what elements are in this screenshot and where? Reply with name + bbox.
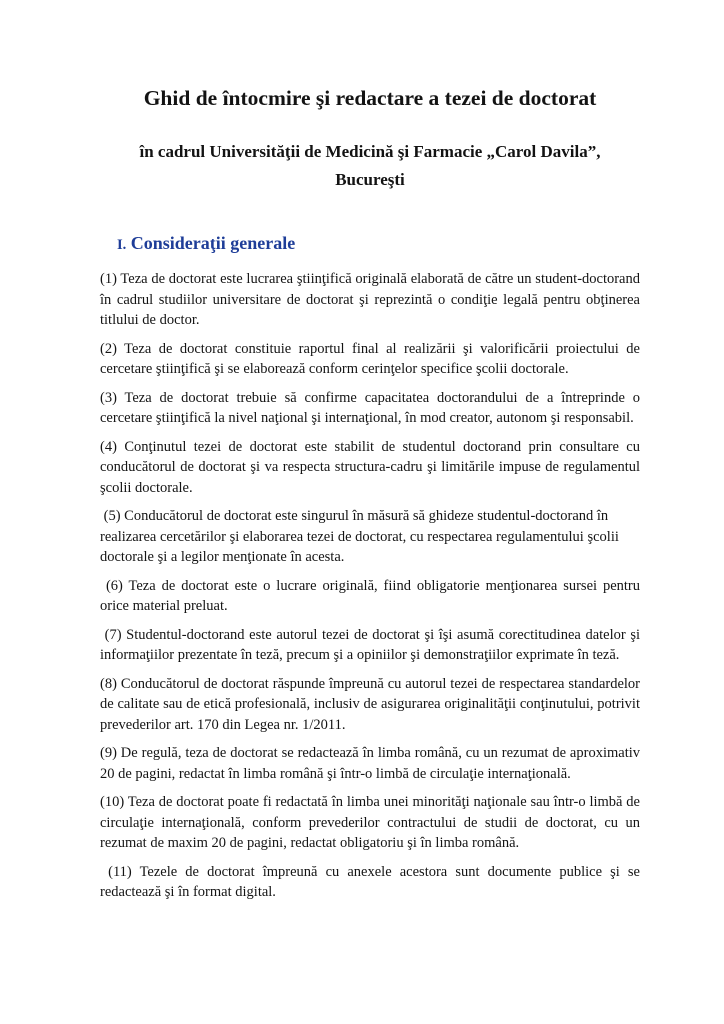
paragraph-6: (6) Teza de doctorat este o lucrare originală, fiind obligatorie menţionarea sursei pentru orice material preluat.	[100, 577, 644, 614]
paragraph-5: (5) Conducătorul de doctorat este singurul în măsură să ghideze studentul-doctorand în realizarea cercetărilor şi elaborarea tezei de doctorat, cu respectarea regulamentului şcolii doctorale şi a legilor menţionate în acesta.	[100, 508, 623, 565]
paragraph-3: (3) Teza de doctorat trebuie să confirme capacitatea doctorandului de a întreprinde o cercetare ştiinţifică la nivel naţional şi internaţional, în mod creator, autonom şi responsabil.	[100, 389, 644, 426]
subtitle-line-2: Bucureşti	[335, 170, 405, 189]
section-heading	[117, 232, 640, 256]
section-body	[100, 269, 644, 903]
paragraph-4: (4) Conţinutul tezei de doctorat este stabilit de studentul doctorand prin consultare cu conducătorul de doctorat şi va respecta structura-cadru şi limitările impuse de regulamentul şcolii doctorale.	[100, 438, 644, 496]
paragraph-11: (11) Tezele de doctorat împreună cu anexele acestora sunt documente publice şi se redactează şi în format digital.	[100, 863, 644, 900]
subtitle-line-1: în cadrul Universităţii de Medicină şi Farmacie „Carol Davila”,	[139, 142, 601, 161]
document-title: Ghid de întocmire şi redactare a tezei de doctorat	[143, 86, 597, 110]
paragraph-9: (9) De regulă, teza de doctorat se redactează în limba română, cu un rezumat de aproximativ 20 de pagini, redactat în limba română şi într-o limbă de circulaţie internaţională.	[100, 745, 644, 782]
paragraph-8: (8) Conducătorul de doctorat răspunde împreună cu autorul tezei de respectarea standardelor de calitate sau de etică profesională, inclusiv de asigurarea originalităţii conţinutului, potrivit prevederilor art. 170 din Legea nr. 1/2011.	[100, 675, 644, 733]
document-subtitle	[100, 138, 640, 194]
section-numeral: I.	[117, 237, 127, 253]
paragraph-7: (7) Studentul-doctorand este autorul tezei de doctorat şi îşi asumă corectitudinea datelor şi informaţiilor prezentate în teză, precum şi a opiniilor şi demonstraţiilor exprimate în teză.	[100, 626, 644, 663]
section-heading-text: Consideraţii generale	[130, 233, 296, 253]
paragraph-1: (1) Teza de doctorat este lucrarea ştiinţifică originală elaborată de către un student-doctorand în cadrul studiilor universitare de doctorat şi reprezintă o condiţie legală pentru obţinerea titlului de doctor.	[100, 271, 644, 328]
paragraph-10: (10) Teza de doctorat poate fi redactată în limba unei minorităţi naţionale sau într-o limbă de circulaţie internaţională, conform prevederilor contractului de studii de doctorat, cu un rezumat de maxim 20 de pagini, redactat obligatoriu şi în limba română.	[100, 794, 644, 851]
paragraph-2: (2) Teza de doctorat constituie raportul final al realizării şi valorificării proiectului de cercetare ştiinţifică şi se elaborează conform cerinţelor specifice şcolii doctorale.	[100, 340, 644, 377]
